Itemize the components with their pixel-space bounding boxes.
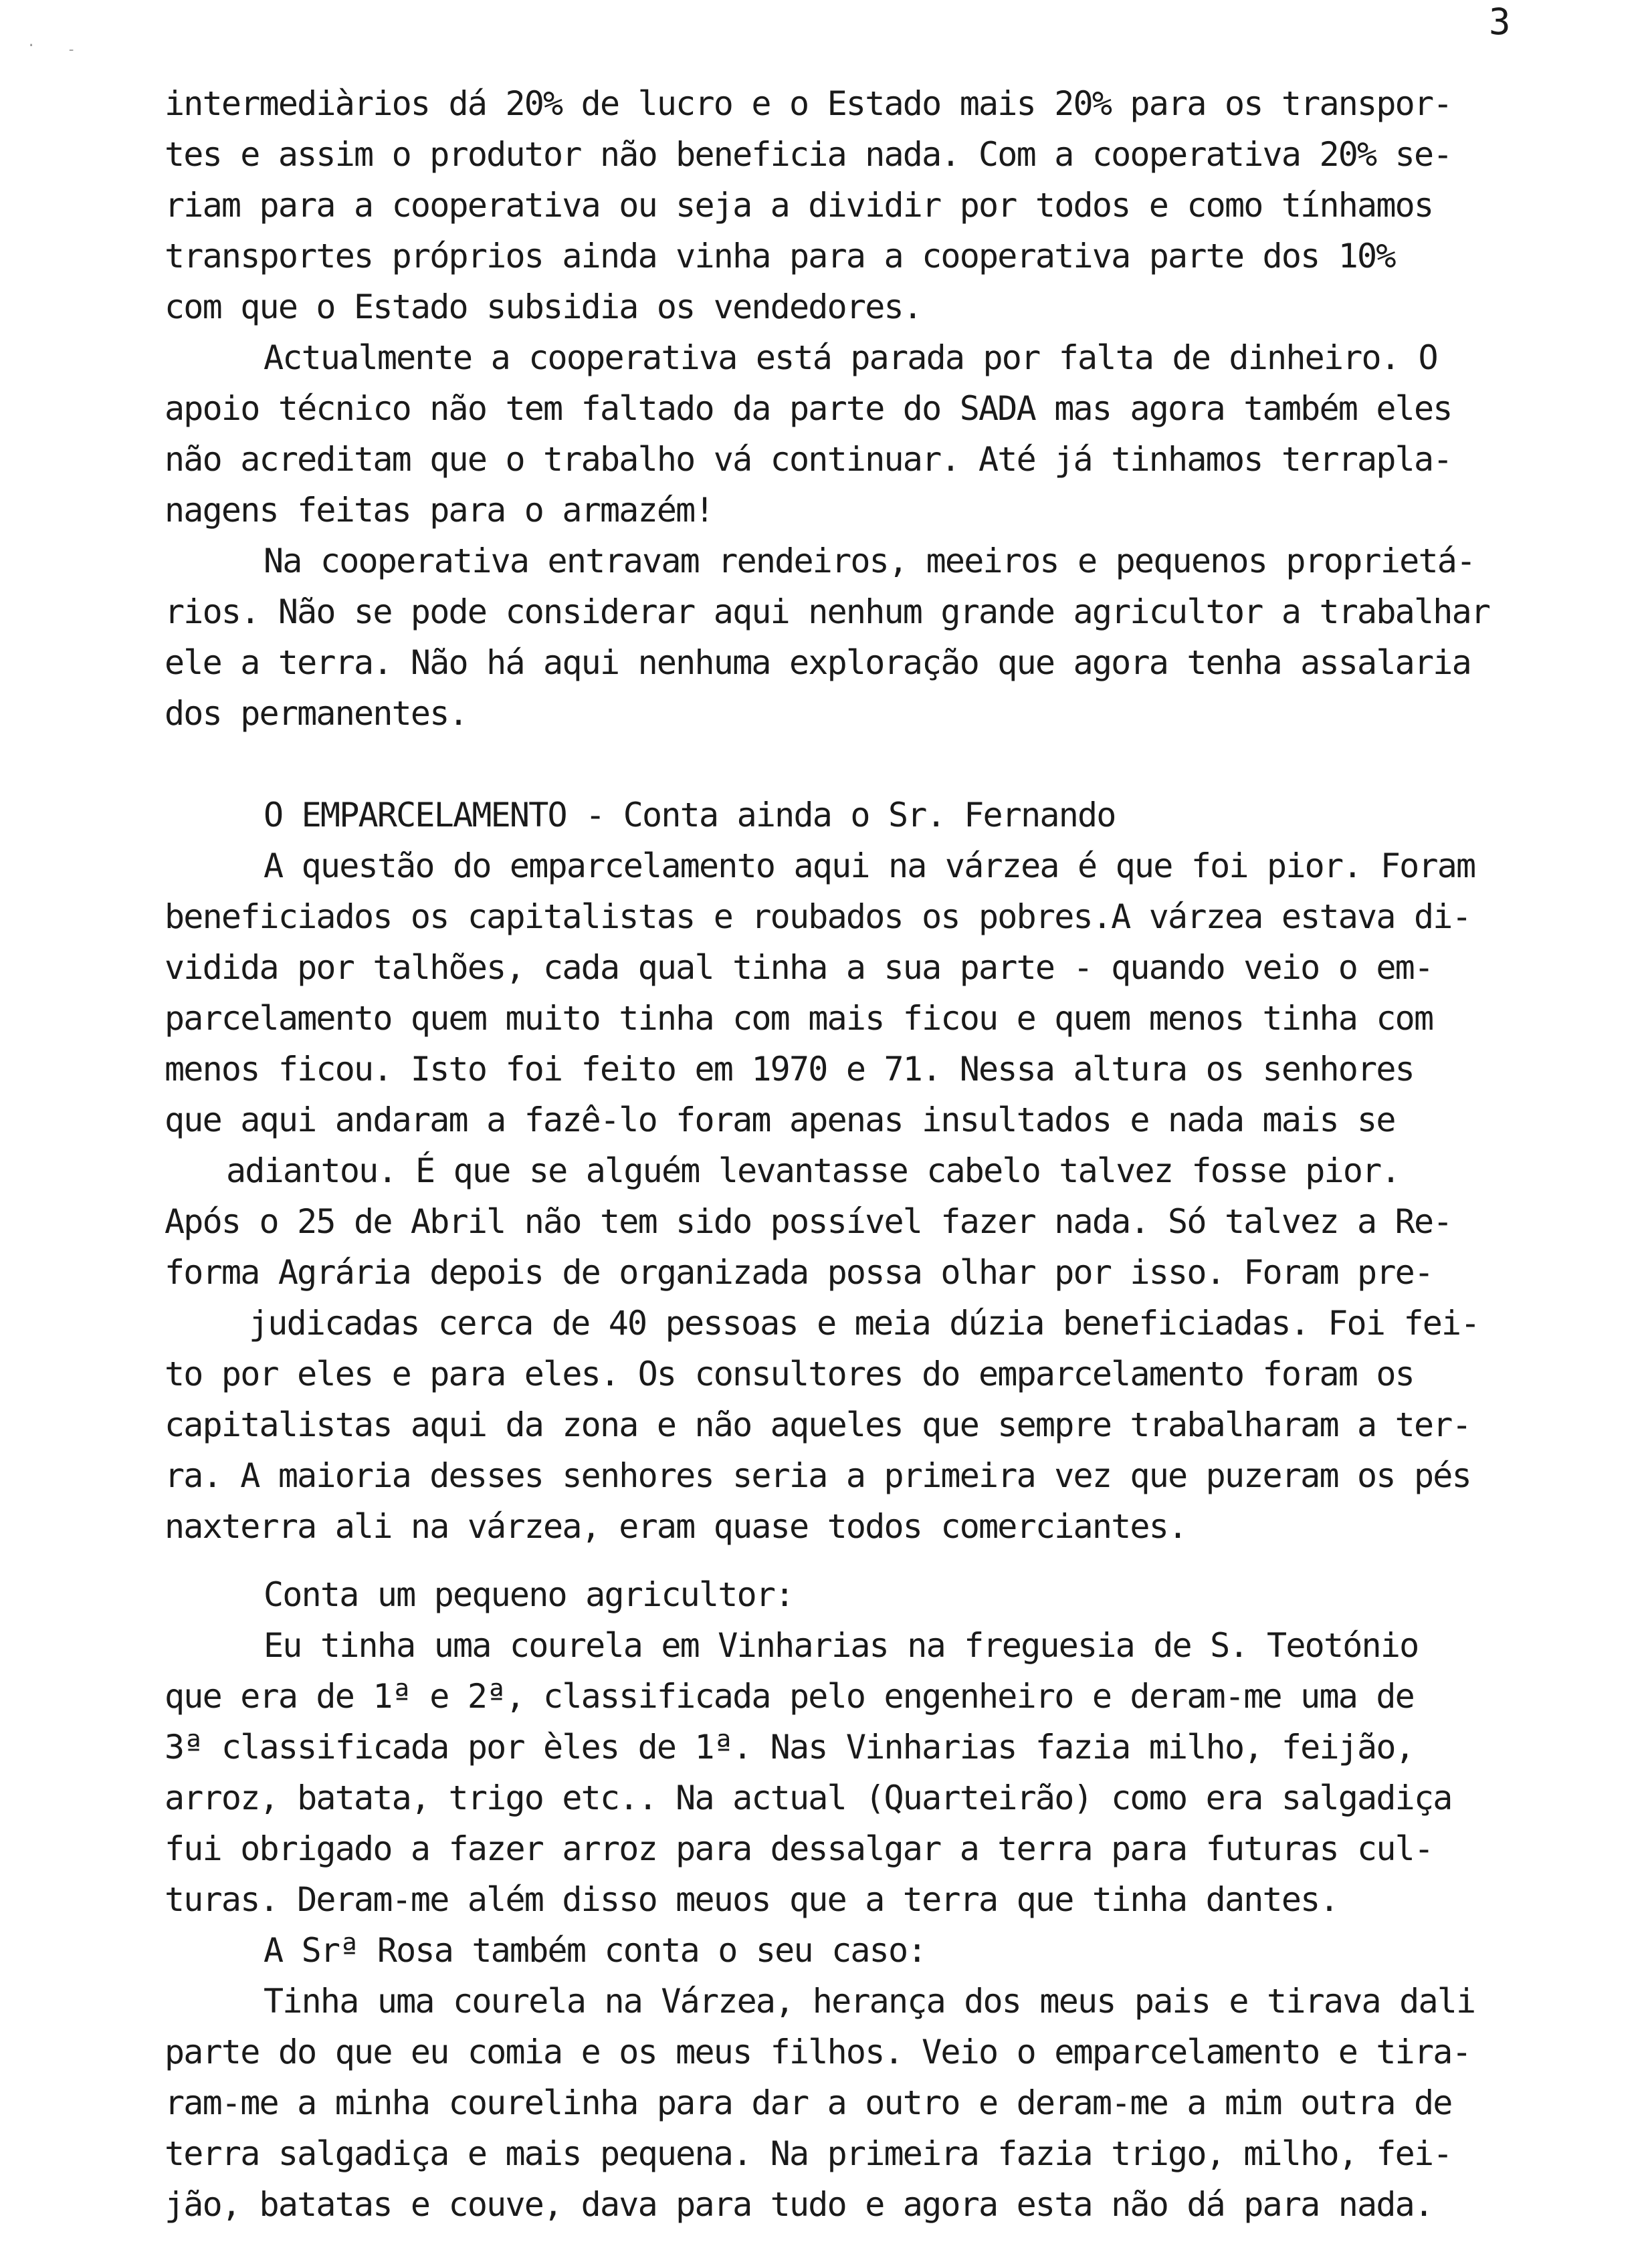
text-line: vidida por talhões, cada qual tinha a sua parte - quando veio o em- — [165, 948, 1433, 987]
text-line: A Srª Rosa também conta o seu caso: — [264, 1931, 926, 1970]
text-line: Eu tinha uma courela em Vinharias na freguesia de S. Teotónio — [264, 1626, 1419, 1665]
text-line: Tinha uma courela na Várzea, herança dos meus pais e tirava dali — [264, 1982, 1475, 2021]
text-line: Actualmente a cooperativa está parada por falta de dinheiro. O — [264, 338, 1437, 377]
text-line: parcelamento quem muito tinha com mais ficou e quem menos tinha com — [165, 999, 1433, 1038]
text-line: Após o 25 de Abril não tem sido possível fazer nada. Só talvez a Re- — [165, 1202, 1452, 1241]
text-line: nagens feitas para o armazém! — [165, 491, 714, 530]
text-line: fui obrigado a fazer arroz para dessalgar a terra para futuras cul- — [165, 1829, 1433, 1868]
text-line: Conta um pequeno agricultor: — [264, 1575, 794, 1614]
text-line: capitalistas aqui da zona e não aqueles que sempre trabalharam a ter- — [165, 1405, 1471, 1444]
scan-speck-mark: - — [67, 41, 76, 58]
text-line: Na cooperativa entravam rendeiros, meeiros e pequenos proprietá- — [264, 542, 1475, 580]
text-line: ram-me a minha courelinha para dar a outro e deram-me a mim outra de — [165, 2083, 1452, 2122]
text-line: que aqui andaram a fazê-lo foram apenas insultados e nada mais se — [165, 1101, 1395, 1139]
text-line: A questão do emparcelamento aqui na várzea é que foi pior. Foram — [264, 846, 1475, 885]
text-line: jão, batatas e couve, dava para tudo e agora esta não dá para nada. — [165, 2185, 1433, 2224]
text-line: tes e assim o produtor não beneficia nada. Com a cooperativa 20% se- — [165, 135, 1452, 174]
text-line: ele a terra. Não há aqui nenhuma exploração que agora tenha assalaria — [165, 643, 1471, 682]
text-line: não acreditam que o trabalho vá continuar. Até já tinhamos terrapla- — [165, 440, 1452, 479]
text-line: apoio técnico não tem faltado da parte do SADA mas agora também eles — [165, 389, 1452, 428]
text-line: adiantou. É que se alguém levantasse cabelo talvez fosse pior. — [226, 1151, 1400, 1190]
text-line: turas. Deram-me além disso meuos que a terra que tinha dantes. — [165, 1880, 1338, 1919]
text-line: parte do que eu comia e os meus filhos. Veio o emparcelamento e tira- — [165, 2033, 1471, 2071]
text-line: transportes próprios ainda vinha para a cooperativa parte dos 10% — [165, 237, 1395, 275]
text-line: beneficiados os capitalistas e roubados os pobres.A várzea estava di- — [165, 897, 1471, 936]
text-line: rios. Não se pode considerar aqui nenhum grande agricultor a trabalhar — [165, 592, 1490, 631]
page-number: 3 — [1489, 1, 1511, 43]
text-line: menos ficou. Isto foi feito em 1970 e 71. Nessa altura os senhores — [165, 1050, 1414, 1089]
scan-speck-mark: . — [27, 33, 36, 50]
text-line: ra. A maioria desses senhores seria a primeira vez que puzeram os pés — [165, 1456, 1471, 1495]
text-line: O EMPARCELAMENTO - Conta ainda o Sr. Fernando — [264, 796, 1116, 834]
text-line: to por eles e para eles. Os consultores do emparcelamento foram os — [165, 1355, 1414, 1393]
text-line: 3ª classificada por èles de 1ª. Nas Vinharias fazia milho, feijão, — [165, 1728, 1414, 1767]
text-line: arroz, batata, trigo etc.. Na actual (Quarteirão) como era salgadiça — [165, 1779, 1452, 1817]
text-line: naxterra ali na várzea, eram quase todos comerciantes. — [165, 1507, 1187, 1546]
text-line: que era de 1ª e 2ª, classificada pelo engenheiro e deram-me uma de — [165, 1677, 1414, 1716]
text-line: terra salgadiça e mais pequena. Na primeira fazia trigo, milho, fei- — [165, 2134, 1452, 2173]
text-line: com que o Estado subsidia os vendedores. — [165, 288, 922, 326]
text-line: intermediàrios dá 20% de lucro e o Estado mais 20% para os transpor- — [165, 84, 1452, 123]
text-line: dos permanentes. — [165, 694, 468, 733]
text-line: riam para a cooperativa ou seja a dividir por todos e como tínhamos — [165, 186, 1433, 225]
text-line: judicadas cerca de 40 pessoas e meia dúzia beneficiadas. Foi fei- — [249, 1304, 1479, 1343]
text-line: forma Agrária depois de organizada possa olhar por isso. Foram pre- — [165, 1253, 1433, 1292]
